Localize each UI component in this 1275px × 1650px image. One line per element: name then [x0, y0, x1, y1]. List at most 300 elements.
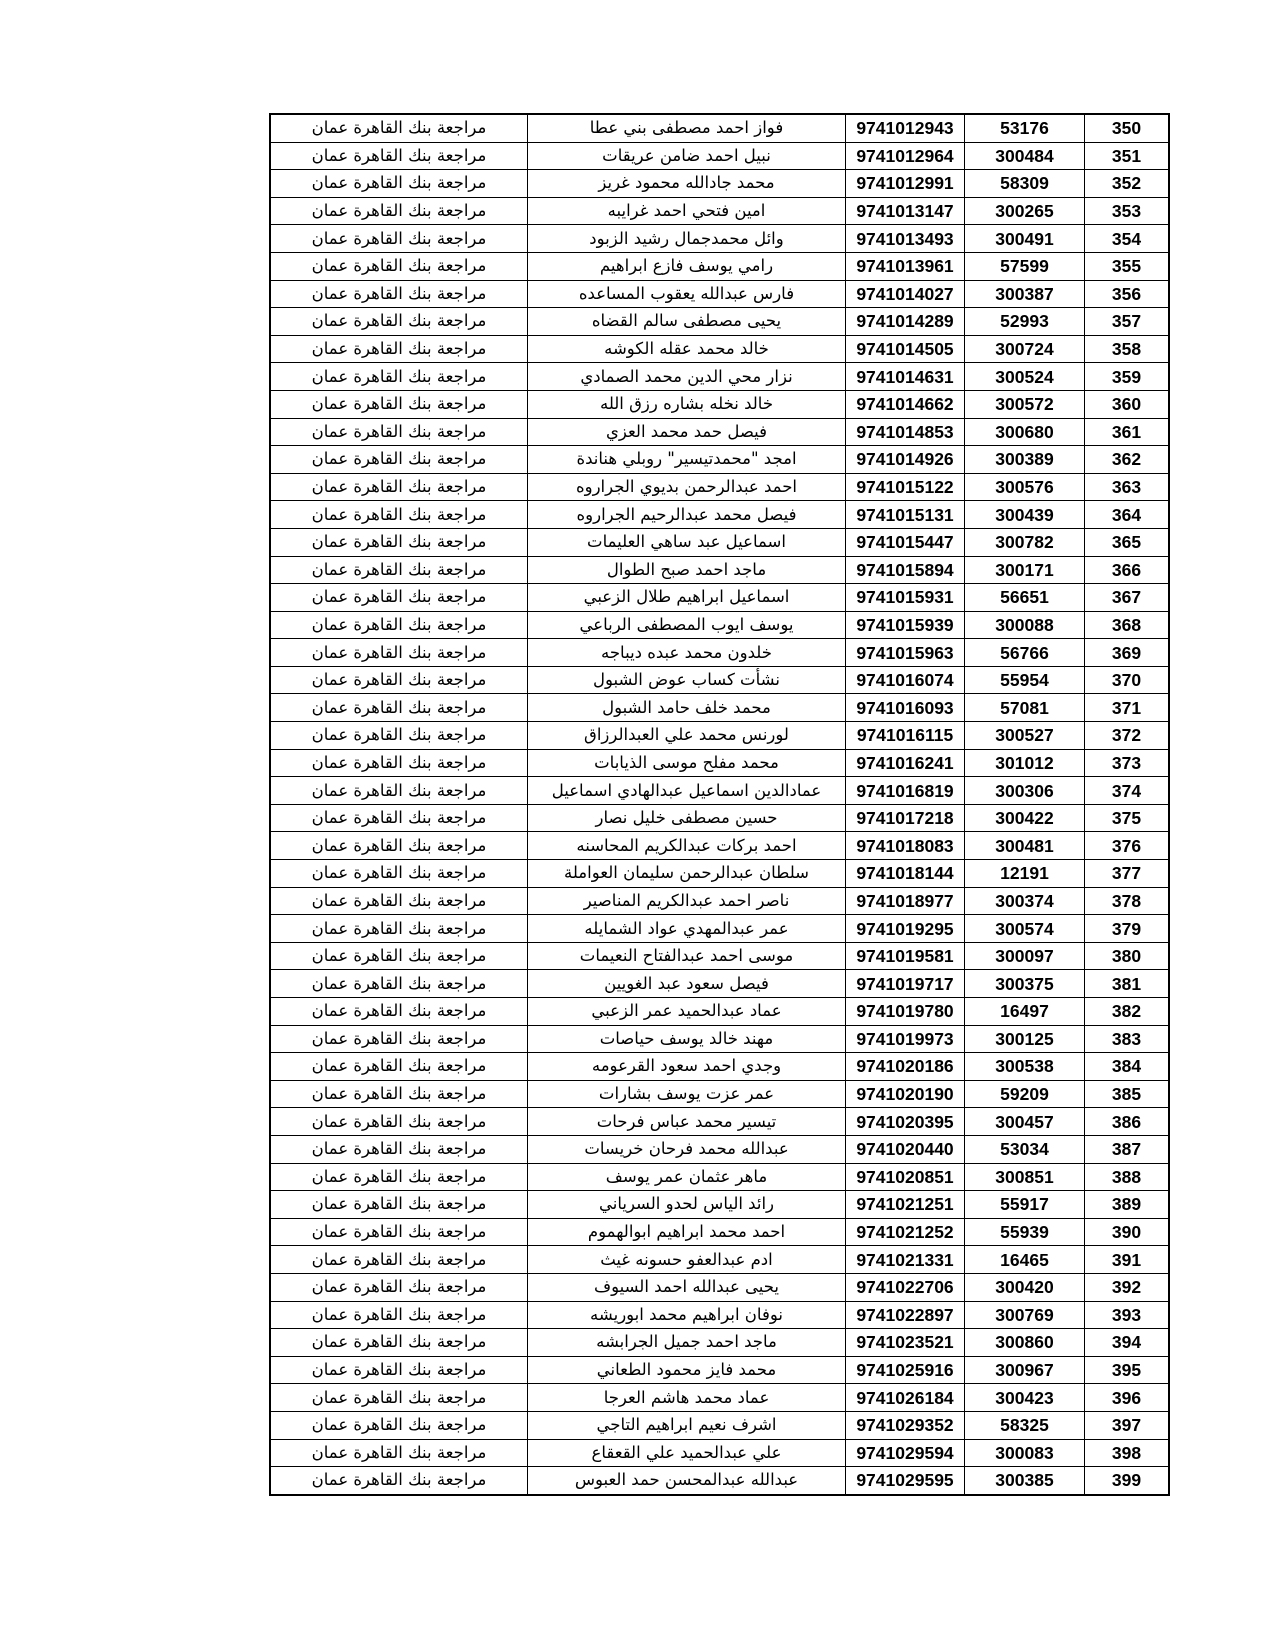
review-note-cell: مراجعة بنك القاهرة عمان [270, 335, 528, 363]
full-name-cell: احمد بركات عبدالكريم المحاسنه [528, 832, 846, 860]
table-row [270, 998, 1169, 1026]
full-name-cell: عمر عزت يوسف بشارات [528, 1080, 846, 1108]
full-name-cell: رائد الياس لحدو السرياني [528, 1191, 846, 1219]
national-number-cell: 9741016241 [846, 749, 965, 777]
national-number-cell: 9741013147 [846, 197, 965, 225]
table-row [270, 860, 1169, 888]
sequence-number-cell: 362 [1085, 446, 1170, 474]
sequence-number-cell: 366 [1085, 556, 1170, 584]
full-name-cell: وائل محمدجمال رشيد الزبود [528, 225, 846, 253]
national-number-cell: 9741015963 [846, 639, 965, 667]
full-name-cell: يحيى مصطفى سالم القضاه [528, 308, 846, 336]
national-number-cell: 9741015131 [846, 501, 965, 529]
table-row [270, 1135, 1169, 1163]
id-number-cell: 300481 [965, 832, 1085, 860]
review-note-cell: مراجعة بنك القاهرة عمان [270, 722, 528, 750]
review-note-cell: مراجعة بنك القاهرة عمان [270, 1108, 528, 1136]
national-number-cell: 9741019973 [846, 1025, 965, 1053]
full-name-cell: يحيى عبدالله احمد السيوف [528, 1273, 846, 1301]
review-note-cell: مراجعة بنك القاهرة عمان [270, 1384, 528, 1412]
id-number-cell: 300724 [965, 335, 1085, 363]
id-number-cell: 58325 [965, 1411, 1085, 1439]
id-number-cell: 300439 [965, 501, 1085, 529]
table-row [270, 308, 1169, 336]
review-note-cell: مراجعة بنك القاهرة عمان [270, 1411, 528, 1439]
national-number-cell: 9741021252 [846, 1218, 965, 1246]
sequence-number-cell: 385 [1085, 1080, 1170, 1108]
sequence-number-cell: 370 [1085, 666, 1170, 694]
id-number-cell: 300385 [965, 1467, 1085, 1495]
sequence-number-cell: 394 [1085, 1329, 1170, 1357]
review-note-cell: مراجعة بنك القاهرة عمان [270, 225, 528, 253]
id-number-cell: 300524 [965, 363, 1085, 391]
full-name-cell: عماد عبدالحميد عمر الزعبي [528, 998, 846, 1026]
id-number-cell: 300457 [965, 1108, 1085, 1136]
id-number-cell: 300265 [965, 197, 1085, 225]
sequence-number-cell: 359 [1085, 363, 1170, 391]
national-number-cell: 9741014027 [846, 280, 965, 308]
national-number-cell: 9741015894 [846, 556, 965, 584]
national-number-cell: 9741020851 [846, 1163, 965, 1191]
table-row [270, 1411, 1169, 1439]
sequence-number-cell: 393 [1085, 1301, 1170, 1329]
id-number-cell: 16465 [965, 1246, 1085, 1274]
table-row [270, 197, 1169, 225]
id-number-cell: 300083 [965, 1439, 1085, 1467]
review-note-cell: مراجعة بنك القاهرة عمان [270, 611, 528, 639]
id-number-cell: 12191 [965, 860, 1085, 888]
review-note-cell: مراجعة بنك القاهرة عمان [270, 860, 528, 888]
review-note-cell: مراجعة بنك القاهرة عمان [270, 1329, 528, 1357]
full-name-cell: محمد جادالله محمود غريز [528, 170, 846, 198]
sequence-number-cell: 381 [1085, 970, 1170, 998]
sequence-number-cell: 371 [1085, 694, 1170, 722]
records-table-body [270, 114, 1169, 1495]
review-note-cell: مراجعة بنك القاهرة عمان [270, 998, 528, 1026]
id-number-cell: 57599 [965, 252, 1085, 280]
full-name-cell: اشرف نعيم ابراهيم التاجي [528, 1411, 846, 1439]
national-number-cell: 9741025916 [846, 1356, 965, 1384]
table-row [270, 611, 1169, 639]
table-row [270, 1163, 1169, 1191]
id-number-cell: 300851 [965, 1163, 1085, 1191]
full-name-cell: سلطان عبدالرحمن سليمان العواملة [528, 860, 846, 888]
table-row [270, 1329, 1169, 1357]
full-name-cell: ماهر عثمان عمر يوسف [528, 1163, 846, 1191]
table-row [270, 335, 1169, 363]
id-number-cell: 300375 [965, 970, 1085, 998]
id-number-cell: 300782 [965, 528, 1085, 556]
table-row [270, 1301, 1169, 1329]
full-name-cell: ناصر احمد عبدالكريم المناصير [528, 887, 846, 915]
review-note-cell: مراجعة بنك القاهرة عمان [270, 501, 528, 529]
national-number-cell: 9741016093 [846, 694, 965, 722]
sequence-number-cell: 398 [1085, 1439, 1170, 1467]
sequence-number-cell: 373 [1085, 749, 1170, 777]
review-note-cell: مراجعة بنك القاهرة عمان [270, 528, 528, 556]
full-name-cell: خالد محمد عقله الكوشه [528, 335, 846, 363]
sequence-number-cell: 361 [1085, 418, 1170, 446]
full-name-cell: فواز احمد مصطفى بني عطا [528, 114, 846, 142]
id-number-cell: 300422 [965, 804, 1085, 832]
national-number-cell: 9741015122 [846, 473, 965, 501]
table-row [270, 142, 1169, 170]
sequence-number-cell: 383 [1085, 1025, 1170, 1053]
review-note-cell: مراجعة بنك القاهرة عمان [270, 1467, 528, 1495]
full-name-cell: علي عبدالحميد علي القعقاع [528, 1439, 846, 1467]
table-row [270, 501, 1169, 529]
table-row [270, 252, 1169, 280]
review-note-cell: مراجعة بنك القاهرة عمان [270, 666, 528, 694]
sequence-number-cell: 358 [1085, 335, 1170, 363]
id-number-cell: 56651 [965, 584, 1085, 612]
table-row [270, 1246, 1169, 1274]
id-number-cell: 300306 [965, 777, 1085, 805]
national-number-cell: 9741014853 [846, 418, 965, 446]
full-name-cell: تيسير محمد عباس فرحات [528, 1108, 846, 1136]
id-number-cell: 300387 [965, 280, 1085, 308]
sequence-number-cell: 387 [1085, 1135, 1170, 1163]
table-row [270, 390, 1169, 418]
national-number-cell: 9741012943 [846, 114, 965, 142]
id-number-cell: 300484 [965, 142, 1085, 170]
table-row [270, 528, 1169, 556]
national-number-cell: 9741020440 [846, 1135, 965, 1163]
sequence-number-cell: 355 [1085, 252, 1170, 280]
sequence-number-cell: 357 [1085, 308, 1170, 336]
id-number-cell: 300572 [965, 390, 1085, 418]
national-number-cell: 9741019780 [846, 998, 965, 1026]
national-number-cell: 9741014289 [846, 308, 965, 336]
table-row [270, 1218, 1169, 1246]
national-number-cell: 9741012964 [846, 142, 965, 170]
national-number-cell: 9741029595 [846, 1467, 965, 1495]
table-row [270, 114, 1169, 142]
sequence-number-cell: 354 [1085, 225, 1170, 253]
review-note-cell: مراجعة بنك القاهرة عمان [270, 446, 528, 474]
review-note-cell: مراجعة بنك القاهرة عمان [270, 1025, 528, 1053]
national-number-cell: 9741013493 [846, 225, 965, 253]
national-number-cell: 9741018977 [846, 887, 965, 915]
national-number-cell: 9741012991 [846, 170, 965, 198]
sequence-number-cell: 392 [1085, 1273, 1170, 1301]
national-number-cell: 9741018144 [846, 860, 965, 888]
national-number-cell: 9741019717 [846, 970, 965, 998]
sequence-number-cell: 380 [1085, 942, 1170, 970]
full-name-cell: ادم عبدالعفو حسونه غيث [528, 1246, 846, 1274]
full-name-cell: عمر عبدالمهدي عواد الشمايله [528, 915, 846, 943]
full-name-cell: فارس عبدالله يعقوب المساعده [528, 280, 846, 308]
table-row [270, 694, 1169, 722]
table-row [270, 832, 1169, 860]
id-number-cell: 300420 [965, 1273, 1085, 1301]
sequence-number-cell: 372 [1085, 722, 1170, 750]
full-name-cell: رامي يوسف فازع ابراهيم [528, 252, 846, 280]
national-number-cell: 9741013961 [846, 252, 965, 280]
sequence-number-cell: 363 [1085, 473, 1170, 501]
id-number-cell: 58309 [965, 170, 1085, 198]
sequence-number-cell: 377 [1085, 860, 1170, 888]
full-name-cell: خالد نخله بشاره رزق الله [528, 390, 846, 418]
id-number-cell: 16497 [965, 998, 1085, 1026]
national-number-cell: 9741019295 [846, 915, 965, 943]
review-note-cell: مراجعة بنك القاهرة عمان [270, 832, 528, 860]
sequence-number-cell: 374 [1085, 777, 1170, 805]
table-row [270, 1467, 1169, 1495]
table-row [270, 556, 1169, 584]
review-note-cell: مراجعة بنك القاهرة عمان [270, 942, 528, 970]
review-note-cell: مراجعة بنك القاهرة عمان [270, 1163, 528, 1191]
sequence-number-cell: 367 [1085, 584, 1170, 612]
id-number-cell: 57081 [965, 694, 1085, 722]
full-name-cell: فيصل سعود عبد الغويين [528, 970, 846, 998]
national-number-cell: 9741026184 [846, 1384, 965, 1412]
sequence-number-cell: 350 [1085, 114, 1170, 142]
review-note-cell: مراجعة بنك القاهرة عمان [270, 584, 528, 612]
review-note-cell: مراجعة بنك القاهرة عمان [270, 1191, 528, 1219]
sequence-number-cell: 352 [1085, 170, 1170, 198]
full-name-cell: امجد "محمدتيسير" روبلي هناندة [528, 446, 846, 474]
national-number-cell: 9741014631 [846, 363, 965, 391]
id-number-cell: 300680 [965, 418, 1085, 446]
sequence-number-cell: 353 [1085, 197, 1170, 225]
review-note-cell: مراجعة بنك القاهرة عمان [270, 1246, 528, 1274]
full-name-cell: فيصل محمد عبدالرحيم الجراروه [528, 501, 846, 529]
full-name-cell: نبيل احمد ضامن عريقات [528, 142, 846, 170]
full-name-cell: وجدي احمد سعود القرعومه [528, 1053, 846, 1081]
id-number-cell: 55917 [965, 1191, 1085, 1219]
sequence-number-cell: 356 [1085, 280, 1170, 308]
national-number-cell: 9741029352 [846, 1411, 965, 1439]
table-row [270, 666, 1169, 694]
table-row [270, 777, 1169, 805]
full-name-cell: حسين مصطفى خليل نصار [528, 804, 846, 832]
review-note-cell: مراجعة بنك القاهرة عمان [270, 1439, 528, 1467]
national-number-cell: 9741017218 [846, 804, 965, 832]
review-note-cell: مراجعة بنك القاهرة عمان [270, 694, 528, 722]
full-name-cell: نشأت كساب عوض الشبول [528, 666, 846, 694]
table-row [270, 280, 1169, 308]
sequence-number-cell: 360 [1085, 390, 1170, 418]
id-number-cell: 300967 [965, 1356, 1085, 1384]
review-note-cell: مراجعة بنك القاهرة عمان [270, 777, 528, 805]
sequence-number-cell: 382 [1085, 998, 1170, 1026]
id-number-cell: 300576 [965, 473, 1085, 501]
table-row [270, 1053, 1169, 1081]
id-number-cell: 300423 [965, 1384, 1085, 1412]
full-name-cell: امين فتحي احمد غرايبه [528, 197, 846, 225]
table-row [270, 1273, 1169, 1301]
sequence-number-cell: 386 [1085, 1108, 1170, 1136]
review-note-cell: مراجعة بنك القاهرة عمان [270, 556, 528, 584]
table-row [270, 942, 1169, 970]
national-number-cell: 9741014505 [846, 335, 965, 363]
review-note-cell: مراجعة بنك القاهرة عمان [270, 142, 528, 170]
id-number-cell: 300097 [965, 942, 1085, 970]
table-row [270, 363, 1169, 391]
table-row [270, 1384, 1169, 1412]
full-name-cell: ماجد احمد صبح الطوال [528, 556, 846, 584]
national-number-cell: 9741020395 [846, 1108, 965, 1136]
national-number-cell: 9741016074 [846, 666, 965, 694]
sequence-number-cell: 379 [1085, 915, 1170, 943]
sequence-number-cell: 368 [1085, 611, 1170, 639]
table-row [270, 804, 1169, 832]
national-number-cell: 9741015931 [846, 584, 965, 612]
national-number-cell: 9741018083 [846, 832, 965, 860]
review-note-cell: مراجعة بنك القاهرة عمان [270, 1218, 528, 1246]
full-name-cell: احمد عبدالرحمن بديوي الجراروه [528, 473, 846, 501]
id-number-cell: 55939 [965, 1218, 1085, 1246]
national-number-cell: 9741021251 [846, 1191, 965, 1219]
id-number-cell: 300125 [965, 1025, 1085, 1053]
full-name-cell: فيصل حمد محمد العزي [528, 418, 846, 446]
id-number-cell: 300171 [965, 556, 1085, 584]
national-number-cell: 9741014662 [846, 390, 965, 418]
id-number-cell: 53034 [965, 1135, 1085, 1163]
national-number-cell: 9741021331 [846, 1246, 965, 1274]
sequence-number-cell: 388 [1085, 1163, 1170, 1191]
id-number-cell: 301012 [965, 749, 1085, 777]
id-number-cell: 300389 [965, 446, 1085, 474]
review-note-cell: مراجعة بنك القاهرة عمان [270, 252, 528, 280]
full-name-cell: محمد فايز محمود الطعاني [528, 1356, 846, 1384]
review-note-cell: مراجعة بنك القاهرة عمان [270, 915, 528, 943]
table-row [270, 446, 1169, 474]
national-number-cell: 9741015447 [846, 528, 965, 556]
review-note-cell: مراجعة بنك القاهرة عمان [270, 887, 528, 915]
review-note-cell: مراجعة بنك القاهرة عمان [270, 1053, 528, 1081]
sequence-number-cell: 364 [1085, 501, 1170, 529]
id-number-cell: 300491 [965, 225, 1085, 253]
full-name-cell: عبدالله محمد فرحان خريسات [528, 1135, 846, 1163]
table-row [270, 1080, 1169, 1108]
national-number-cell: 9741020186 [846, 1053, 965, 1081]
sequence-number-cell: 396 [1085, 1384, 1170, 1412]
review-note-cell: مراجعة بنك القاهرة عمان [270, 1135, 528, 1163]
review-note-cell: مراجعة بنك القاهرة عمان [270, 197, 528, 225]
table-row [270, 970, 1169, 998]
table-row [270, 1191, 1169, 1219]
review-note-cell: مراجعة بنك القاهرة عمان [270, 970, 528, 998]
id-number-cell: 56766 [965, 639, 1085, 667]
table-row [270, 1356, 1169, 1384]
sequence-number-cell: 378 [1085, 887, 1170, 915]
national-number-cell: 9741015939 [846, 611, 965, 639]
national-number-cell: 9741022897 [846, 1301, 965, 1329]
table-row [270, 584, 1169, 612]
national-number-cell: 9741016115 [846, 722, 965, 750]
sequence-number-cell: 365 [1085, 528, 1170, 556]
table-row [270, 722, 1169, 750]
full-name-cell: عماد محمد هاشم العرجا [528, 1384, 846, 1412]
table-row [270, 1439, 1169, 1467]
full-name-cell: اسماعيل عبد ساهي العليمات [528, 528, 846, 556]
review-note-cell: مراجعة بنك القاهرة عمان [270, 473, 528, 501]
review-note-cell: مراجعة بنك القاهرة عمان [270, 749, 528, 777]
id-number-cell: 300088 [965, 611, 1085, 639]
review-note-cell: مراجعة بنك القاهرة عمان [270, 363, 528, 391]
records-table [269, 113, 1170, 1496]
review-note-cell: مراجعة بنك القاهرة عمان [270, 1301, 528, 1329]
sequence-number-cell: 384 [1085, 1053, 1170, 1081]
national-number-cell: 9741029594 [846, 1439, 965, 1467]
full-name-cell: محمد خلف حامد الشبول [528, 694, 846, 722]
table-row [270, 887, 1169, 915]
sequence-number-cell: 397 [1085, 1411, 1170, 1439]
table-row [270, 170, 1169, 198]
review-note-cell: مراجعة بنك القاهرة عمان [270, 418, 528, 446]
national-number-cell: 9741019581 [846, 942, 965, 970]
table-row [270, 225, 1169, 253]
full-name-cell: خلدون محمد عبده ديباجه [528, 639, 846, 667]
sequence-number-cell: 369 [1085, 639, 1170, 667]
id-number-cell: 55954 [965, 666, 1085, 694]
id-number-cell: 300860 [965, 1329, 1085, 1357]
review-note-cell: مراجعة بنك القاهرة عمان [270, 114, 528, 142]
id-number-cell: 59209 [965, 1080, 1085, 1108]
full-name-cell: نزار محي الدين محمد الصمادي [528, 363, 846, 391]
review-note-cell: مراجعة بنك القاهرة عمان [270, 170, 528, 198]
review-note-cell: مراجعة بنك القاهرة عمان [270, 308, 528, 336]
national-number-cell: 9741016819 [846, 777, 965, 805]
sequence-number-cell: 395 [1085, 1356, 1170, 1384]
review-note-cell: مراجعة بنك القاهرة عمان [270, 280, 528, 308]
review-note-cell: مراجعة بنك القاهرة عمان [270, 1080, 528, 1108]
full-name-cell: عبدالله عبدالمحسن حمد العبوس [528, 1467, 846, 1495]
id-number-cell: 300574 [965, 915, 1085, 943]
review-note-cell: مراجعة بنك القاهرة عمان [270, 1356, 528, 1384]
full-name-cell: اسماعيل ابراهيم طلال الزعبي [528, 584, 846, 612]
full-name-cell: ماجد احمد جميل الجرابشه [528, 1329, 846, 1357]
id-number-cell: 300538 [965, 1053, 1085, 1081]
sequence-number-cell: 351 [1085, 142, 1170, 170]
sequence-number-cell: 391 [1085, 1246, 1170, 1274]
table-row [270, 473, 1169, 501]
full-name-cell: نوفان ابراهيم محمد ابوريشه [528, 1301, 846, 1329]
sequence-number-cell: 389 [1085, 1191, 1170, 1219]
review-note-cell: مراجعة بنك القاهرة عمان [270, 639, 528, 667]
table-row [270, 1025, 1169, 1053]
id-number-cell: 52993 [965, 308, 1085, 336]
review-note-cell: مراجعة بنك القاهرة عمان [270, 1273, 528, 1301]
sequence-number-cell: 376 [1085, 832, 1170, 860]
table-row [270, 749, 1169, 777]
id-number-cell: 300769 [965, 1301, 1085, 1329]
national-number-cell: 9741023521 [846, 1329, 965, 1357]
full-name-cell: موسى احمد عبدالفتاح النعيمات [528, 942, 846, 970]
full-name-cell: محمد مفلح موسى الذيابات [528, 749, 846, 777]
review-note-cell: مراجعة بنك القاهرة عمان [270, 804, 528, 832]
national-number-cell: 9741014926 [846, 446, 965, 474]
national-number-cell: 9741022706 [846, 1273, 965, 1301]
table-row [270, 1108, 1169, 1136]
national-number-cell: 9741020190 [846, 1080, 965, 1108]
id-number-cell: 53176 [965, 114, 1085, 142]
full-name-cell: يوسف ايوب المصطفى الرباعي [528, 611, 846, 639]
table-row [270, 915, 1169, 943]
sequence-number-cell: 390 [1085, 1218, 1170, 1246]
table-row [270, 639, 1169, 667]
full-name-cell: مهند خالد يوسف حياصات [528, 1025, 846, 1053]
sequence-number-cell: 399 [1085, 1467, 1170, 1495]
full-name-cell: احمد محمد ابراهيم ابوالهموم [528, 1218, 846, 1246]
id-number-cell: 300374 [965, 887, 1085, 915]
full-name-cell: لورنس محمد علي العبدالرزاق [528, 722, 846, 750]
id-number-cell: 300527 [965, 722, 1085, 750]
review-note-cell: مراجعة بنك القاهرة عمان [270, 390, 528, 418]
full-name-cell: عمادالدين اسماعيل عبدالهادي اسماعيل [528, 777, 846, 805]
